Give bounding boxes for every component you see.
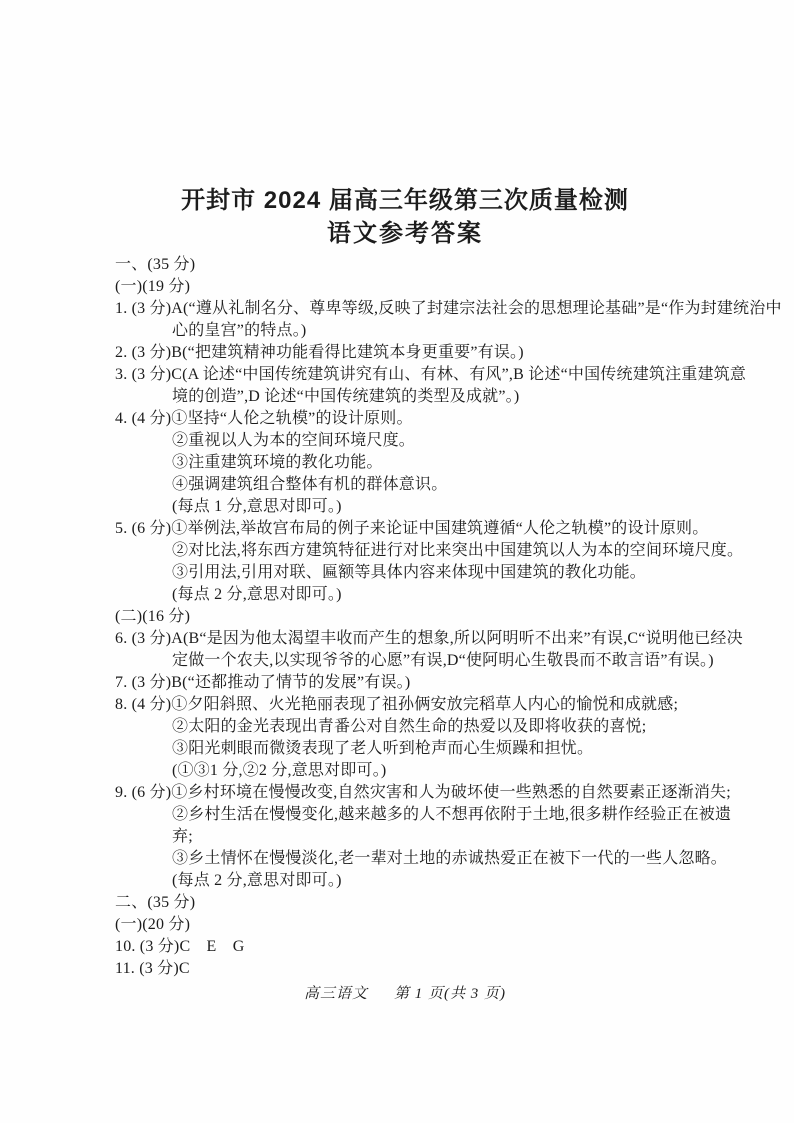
answer-q1: 1. (3 分)A(“遵从礼制名分、尊卑等级,反映了封建宗法社会的思想理论基础”是“作为封建统治中 xyxy=(115,300,782,317)
answer-q5-point3: ③引用法,引用对联、匾额等具体内容来体现中国建筑的教化功能。 xyxy=(172,564,647,581)
answer-q9-point2-cont: 弃; xyxy=(172,828,193,845)
answer-q4-point3: ③注重建筑环境的教化功能。 xyxy=(172,454,383,471)
footer-course-label: 高三语文 xyxy=(303,986,368,1002)
answer-q8-scoring-note: (①③1 分,②2 分,意思对即可。) xyxy=(172,762,387,779)
answer-q9-point1: 9. (6 分)①乡村环境在慢慢改变,自然灾害和人为破坏使一些熟悉的自然要素正逐渐消失; xyxy=(115,784,731,801)
answer-q9-scoring-note: (每点 2 分,意思对即可。) xyxy=(172,872,342,889)
document-title: 开封市 2024 届高三年级第三次质量检测 xyxy=(181,187,629,214)
section-one-header: 一、(35 分) xyxy=(115,256,196,273)
answer-q8-point1: 8. (4 分)①夕阳斜照、火光艳丽表现了祖孙俩安放完稻草人内心的愉悦和成就感; xyxy=(115,696,679,713)
answer-q2: 2. (3 分)B(“把建筑精神功能看得比建筑本身更重要”有误。) xyxy=(115,344,524,361)
answer-q8-point2: ②太阳的金光表现出青番公对自然生命的热爱以及即将收获的喜悦; xyxy=(172,718,647,735)
answer-q11: 11. (3 分)C xyxy=(115,960,190,977)
answer-q4-scoring-note: (每点 1 分,意思对即可。) xyxy=(172,498,342,515)
answer-q9-point3: ③乡土情怀在慢慢淡化,老一辈对土地的赤诚热爱正在被下一代的一些人忽略。 xyxy=(172,850,728,867)
answer-q4-point2: ②重视以人为本的空间环境尺度。 xyxy=(172,432,416,449)
footer-page-number: 第 1 页(共 3 页) xyxy=(394,986,506,1002)
answer-q8-point3: ③阳光刺眼而微烫表现了老人听到枪声而心生烦躁和担忧。 xyxy=(172,740,594,757)
answer-q4-point1: 4. (4 分)①坚持“人伦之轨模”的设计原则。 xyxy=(115,410,413,427)
answer-q3-cont: 境的创造”,D 论述“中国传统建筑的类型及成就”。) xyxy=(172,388,520,405)
answer-q6: 6. (3 分)A(B“是因为他太渴望丰收而产生的想象,所以阿明听不出来”有误,C“说明他已经决 xyxy=(115,630,743,647)
answer-q7: 7. (3 分)B(“还都推动了情节的发展”有误。) xyxy=(115,674,411,691)
document-title-block xyxy=(107,184,703,250)
answer-q6-cont: 定做一个农夫,以实现爷爷的心愿”有误,D“使阿明心生敬畏而不敢言语”有误。) xyxy=(172,652,714,669)
answer-q9-point2: ②乡村生活在慢慢变化,越来越多的人不想再依附于土地,很多耕作经验正在被遗 xyxy=(172,806,732,823)
section-two-header: 二、(35 分) xyxy=(115,894,196,911)
answer-q4-point4: ④强调建筑组合整体有机的群体意识。 xyxy=(172,476,448,493)
answer-q5-point1: 5. (6 分)①举例法,举故宫布局的例子来论证中国建筑遵循“人伦之轨模”的设计原则。 xyxy=(115,520,709,537)
answer-q3: 3. (3 分)C(A 论述“中国传统建筑讲究有山、有林、有风”,B 论述“中国传统建筑注重建筑意 xyxy=(115,366,747,383)
subsection-one-header: (一)(19 分) xyxy=(115,278,191,295)
answer-q10: 10. (3 分)C E G xyxy=(115,938,245,955)
answer-q5-point2: ②对比法,将东西方建筑特征进行对比来突出中国建筑以人为本的空间环境尺度。 xyxy=(172,542,744,559)
subsection-one-header-2: (一)(20 分) xyxy=(115,916,191,933)
page-footer xyxy=(115,982,695,1003)
answer-q5-scoring-note: (每点 2 分,意思对即可。) xyxy=(172,586,342,603)
subsection-two-header: (二)(16 分) xyxy=(115,608,191,625)
document-subtitle: 语文参考答案 xyxy=(327,220,483,247)
answer-body xyxy=(115,254,782,980)
answer-q1-cont: 心的皇宫”的特点。) xyxy=(172,322,307,339)
